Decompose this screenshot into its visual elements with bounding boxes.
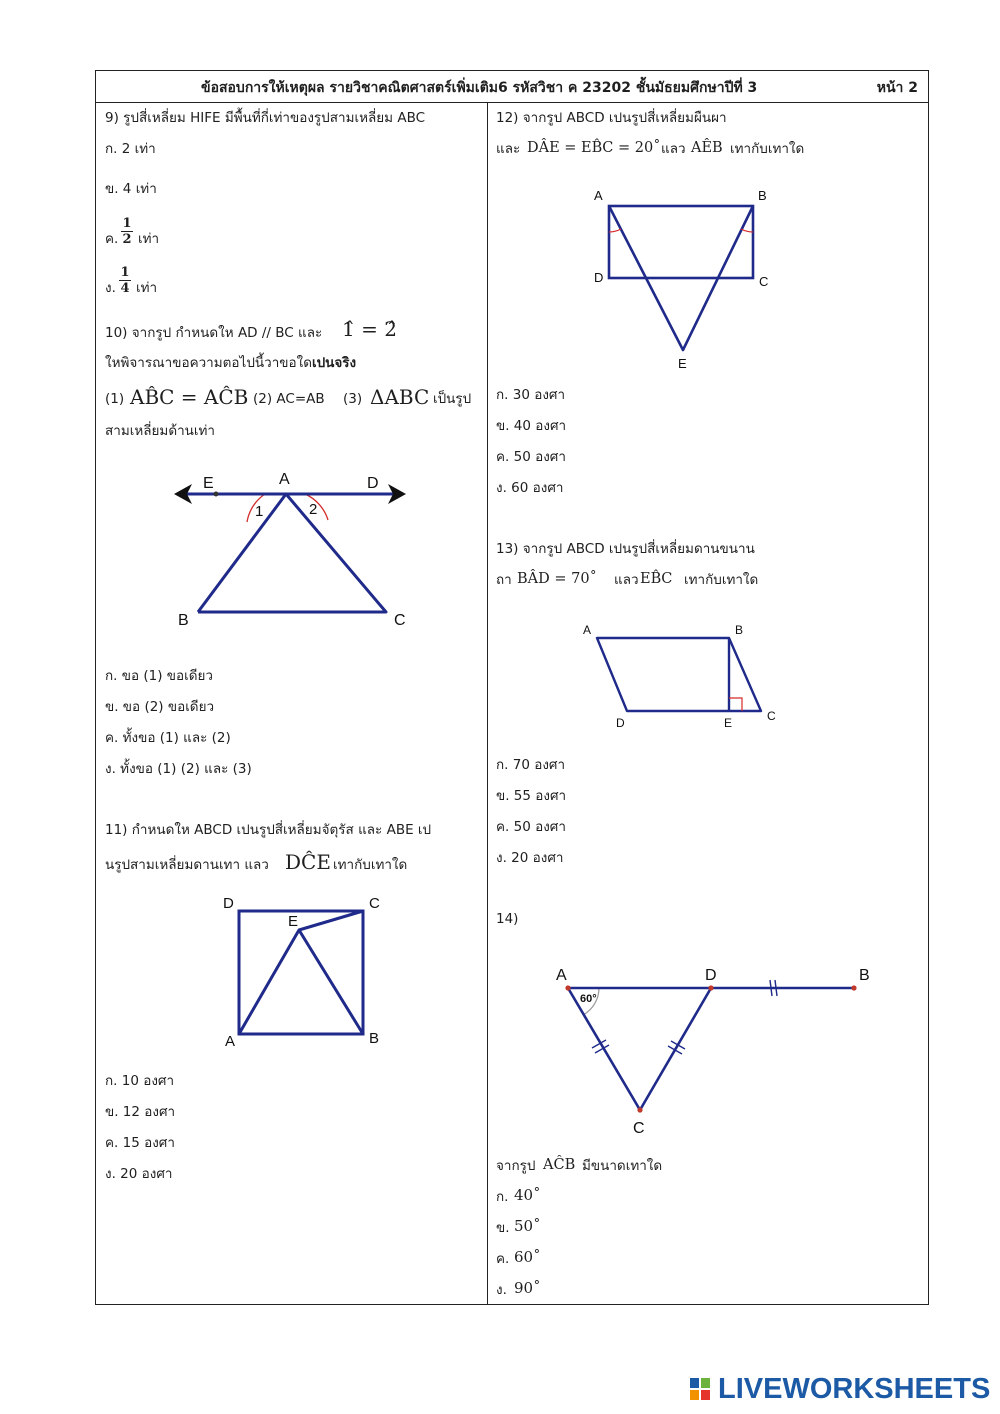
page-number: หน้า 2 xyxy=(876,80,918,96)
q12-figure xyxy=(585,180,785,375)
q11-segment-ec xyxy=(299,911,363,930)
q10-line2-text: ใหพิจารณาขอความตอไปนี้วาขอใด xyxy=(105,355,312,371)
q12-line2-suffix: เทากับเทาใด xyxy=(730,141,805,157)
q12-label-a: A xyxy=(594,188,603,203)
q14-label-c: C xyxy=(633,1120,645,1137)
q12-choice-a[interactable]: ก. 30 องศา xyxy=(496,387,566,403)
q14-tick-dc-2 xyxy=(668,1046,682,1054)
q12-choice-b[interactable]: ข. 40 องศา xyxy=(496,418,567,434)
q13-label-e: E xyxy=(724,716,733,730)
q12-angle-arc-dae xyxy=(609,229,621,232)
q11-line2-suffix: เทากับเทาใด xyxy=(333,857,408,873)
q14-point-d xyxy=(708,985,713,990)
q14-question-math: AĈB xyxy=(543,1157,576,1173)
q14-question-suffix: มีขนาดเทาใด xyxy=(582,1158,663,1174)
q10-s1-label: (1) xyxy=(105,391,125,407)
q11-triangle-abe xyxy=(239,930,363,1034)
q10-line1-math: 1̂ = 2̂ xyxy=(342,317,397,341)
q10-label-b: B xyxy=(178,612,189,629)
q10-s1-math: AB̂C = AĈB xyxy=(130,385,249,409)
q10-label-d: D xyxy=(367,475,379,492)
logo-square-blue xyxy=(690,1378,699,1388)
q9-text: 9) รูปสี่เหลี่ยม HIFE มีพื้นที่กี่เท่าของรูปสามเหลี่ยม ABC xyxy=(105,110,426,126)
q13-choice-c[interactable]: ค. 50 องศา xyxy=(496,819,566,835)
q14-tick-db-2 xyxy=(775,980,777,996)
q14-figure xyxy=(550,960,880,1140)
q10-angle-label-2: 2 xyxy=(309,501,318,518)
q9-c-fraction xyxy=(121,216,133,247)
liveworksheets-logo-text: LIVEWORKSHEETS xyxy=(718,1373,991,1405)
q13-line1: 13) จากรูป ABCD เปนรูปสี่เหลี่ยมดานขนาน xyxy=(496,541,755,557)
q10-choice-a[interactable]: ก. ขอ (1) ขอเดียว xyxy=(105,668,214,684)
q10-line2 xyxy=(105,354,356,372)
q12-line2-prefix: และ xyxy=(496,141,521,157)
q13-figure xyxy=(575,618,790,733)
q10-triangle-abc xyxy=(198,494,386,612)
q9-c-suffix: เท่า xyxy=(138,231,160,247)
q9-choice-b[interactable]: ข. 4 เท่า xyxy=(105,181,157,197)
column-divider xyxy=(487,102,488,1305)
q9-d-fraction xyxy=(119,265,131,296)
q10-label-c: C xyxy=(394,612,406,629)
q13-choice-a[interactable]: ก. 70 องศา xyxy=(496,757,566,773)
q14-angle-label: 60° xyxy=(580,993,597,1005)
q10-s2: (2) AC=AB xyxy=(253,391,325,407)
q10-choice-c[interactable]: ค. ทั้งขอ (1) และ (2) xyxy=(105,730,231,746)
q14-point-c xyxy=(637,1107,642,1112)
q10-choice-b[interactable]: ข. ขอ (2) ขอเดียว xyxy=(105,699,215,715)
q10-figure xyxy=(160,460,420,635)
q13-line2-suffix: เทากับเทาใด xyxy=(684,572,759,588)
q11-choice-c[interactable]: ค. 15 องศา xyxy=(105,1135,175,1151)
q14-b-value: 50˚ xyxy=(514,1217,541,1235)
q13-label-c: C xyxy=(767,709,776,723)
q13-label-b: B xyxy=(735,623,744,637)
q13-label-d: D xyxy=(616,716,625,730)
q9-d-prefix: ง. xyxy=(105,280,116,296)
q9-c-den: 2 xyxy=(122,232,132,247)
q14-a-prefix: ก. xyxy=(496,1189,509,1205)
q10-s3-suffix: เป็นรูป xyxy=(433,391,472,407)
q11-label-c: C xyxy=(369,895,380,912)
q13-parallelogram-abcd xyxy=(597,638,761,711)
q14-point-a xyxy=(565,985,570,990)
q12-line1: 12) จากรูป ABCD เปนรูปสี่เหลี่ยมผืนผา xyxy=(496,110,727,126)
q10-line4: สามเหลี่ยมด้านเท่า xyxy=(105,423,215,439)
q11-line2-text: นรูปสามเหลี่ยมดานเทา แลว xyxy=(105,857,269,873)
q12-label-e: E xyxy=(678,356,687,371)
q13-line2-math: BÂD = 70˚ xyxy=(517,571,597,587)
q12-label-c: C xyxy=(759,274,769,289)
q14-triangle-adc xyxy=(568,988,711,1110)
q14-label-d: D xyxy=(705,967,717,984)
q11-figure xyxy=(215,890,395,1050)
q14-number: 14) xyxy=(496,911,519,927)
q11-label-d: D xyxy=(223,895,234,912)
q14-a-value: 40˚ xyxy=(514,1186,541,1204)
q13-right-angle-mark xyxy=(729,698,742,711)
q9-d-suffix: เท่า xyxy=(136,280,158,296)
q11-line2-math: DĈE xyxy=(285,850,331,874)
q14-label-a: A xyxy=(556,967,567,984)
q11-label-e: E xyxy=(288,913,299,930)
q9-c-prefix: ค. xyxy=(105,231,119,247)
header-row xyxy=(96,71,928,103)
q13-line2-mid: แลว xyxy=(614,572,639,588)
q13-line2-prefix: ถา xyxy=(496,572,512,588)
q14-d-value: 90˚ xyxy=(514,1279,541,1297)
q11-line1: 11) กำหนดให ABCD เปนรูปสี่เหลี่ยมจัตุรัส และ ABE เป xyxy=(105,822,432,838)
q11-choice-b[interactable]: ข. 12 องศา xyxy=(105,1104,176,1120)
q14-point-b xyxy=(851,985,856,990)
q11-label-a: A xyxy=(225,1033,236,1050)
liveworksheets-logo-icon xyxy=(690,1378,712,1402)
header-title: ข้อสอบการให้เหตุผล รายวิชาคณิตศาสตร์เพิ่มเติม6 รหัสวิชา ค 23202 ชั้นมัธยมศึกษาปีที่ 3 xyxy=(201,80,758,96)
q10-label-a: A xyxy=(279,471,290,488)
q14-c-value: 60˚ xyxy=(514,1248,541,1266)
q10-line1: 10) จากรูป กำหนดให AD // BC และ xyxy=(105,325,323,341)
q12-rectangle-abcd xyxy=(609,206,753,278)
q11-choice-a[interactable]: ก. 10 องศา xyxy=(105,1073,175,1089)
q12-label-b: B xyxy=(758,188,767,203)
q12-choice-c[interactable]: ค. 50 องศา xyxy=(496,449,566,465)
q12-line2-mid: แลว xyxy=(661,141,686,157)
q11-label-b: B xyxy=(369,1030,380,1047)
q12-line2-math: DÂE = EB̂C = 20˚ xyxy=(527,140,661,156)
q10-choice-d[interactable]: ง. ทั้งขอ (1) (2) และ (3) xyxy=(105,761,252,777)
q11-choice-d[interactable]: ง. 20 องศา xyxy=(105,1166,173,1182)
logo-square-green xyxy=(701,1378,710,1388)
q9-d-num: 1 xyxy=(120,265,130,280)
q14-tick-db-1 xyxy=(770,980,772,996)
q10-s3-math: ΔABC xyxy=(370,385,430,409)
q9-c-num: 1 xyxy=(122,216,132,231)
q14-b-prefix: ข. xyxy=(496,1220,510,1236)
q12-choice-d[interactable]: ง. 60 องศา xyxy=(496,480,564,496)
q10-angle-label-1: 1 xyxy=(255,503,264,520)
q14-question-prefix: จากรูป xyxy=(496,1158,536,1174)
q14-d-prefix: ง. xyxy=(496,1282,507,1298)
q13-line2-math2: EB̂C xyxy=(640,571,673,587)
q12-line2-math2: AÊB xyxy=(691,140,723,156)
q9-d-den: 4 xyxy=(120,281,130,296)
logo-square-red xyxy=(701,1390,710,1400)
q9-choice-a[interactable]: ก. 2 เท่า xyxy=(105,141,156,157)
q10-point-e xyxy=(214,492,219,497)
q13-choice-d[interactable]: ง. 20 องศา xyxy=(496,850,564,866)
q10-label-e: E xyxy=(203,475,214,492)
q12-angle-arc-ebc xyxy=(741,229,753,232)
q13-choice-b[interactable]: ข. 55 องศา xyxy=(496,788,567,804)
logo-square-orange xyxy=(690,1390,699,1400)
q14-label-b: B xyxy=(859,967,870,984)
q14-c-prefix: ค. xyxy=(496,1251,510,1267)
q10-s3-label: (3) xyxy=(343,391,363,407)
q12-label-d: D xyxy=(594,270,604,285)
q10-line2-bold: เปนจริง xyxy=(311,355,357,371)
q13-label-a: A xyxy=(583,623,592,637)
